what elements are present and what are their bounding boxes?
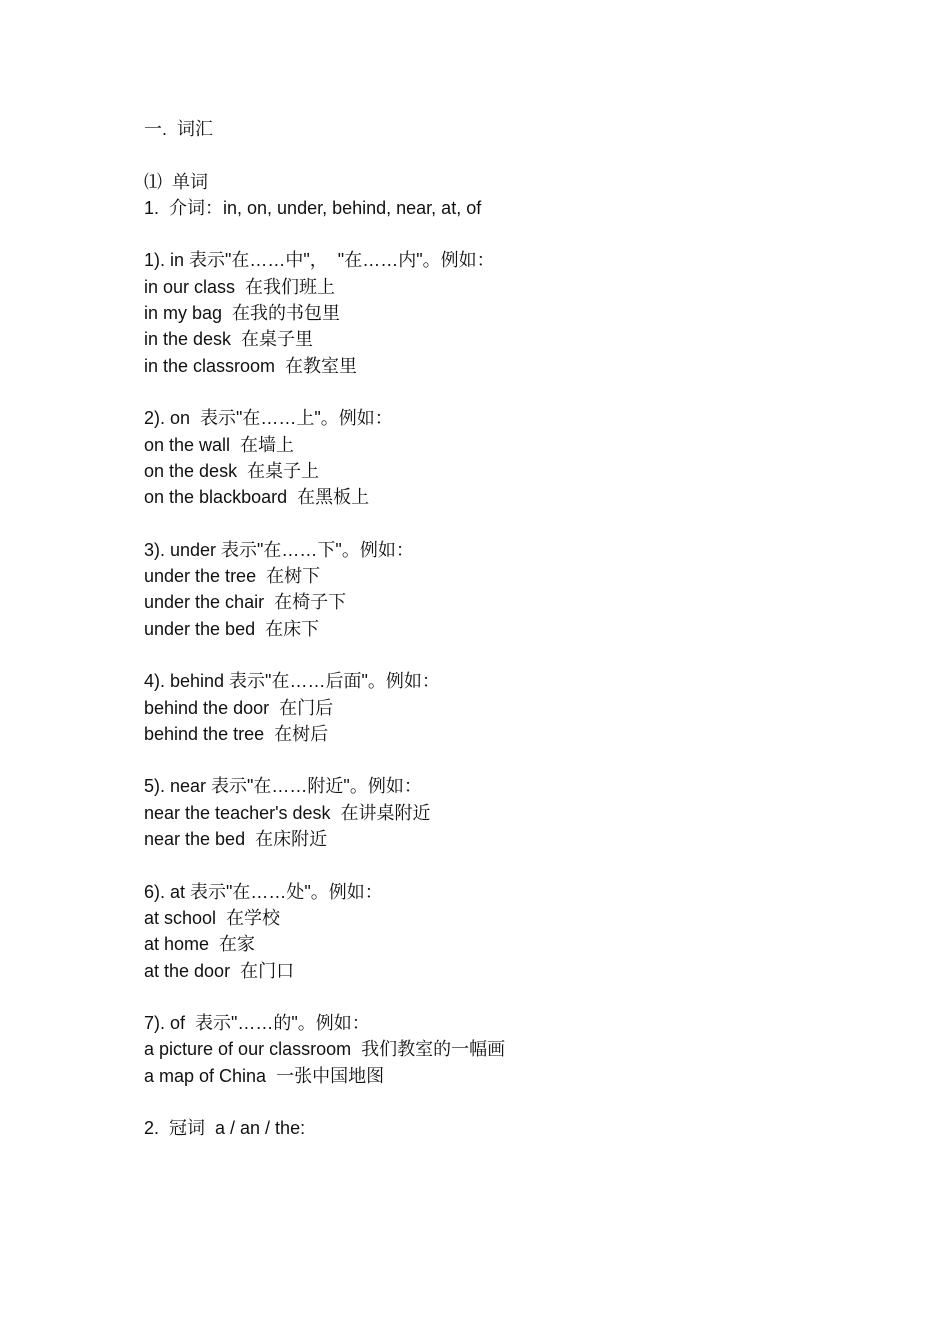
item-heading-articles: 2. 冠词 a / an / the: (144, 1118, 306, 1139)
spacer (144, 379, 864, 405)
group-heading-on: 2). on 表示"在……上"。例如： (144, 408, 393, 429)
example-line: in my bag 在我的书包里 (144, 303, 341, 324)
section-heading: 一. 词汇 (144, 119, 214, 139)
spacer (144, 1089, 864, 1115)
example-line: on the wall 在墙上 (144, 434, 295, 455)
example-line: in the desk 在桌子里 (144, 329, 314, 350)
example-line: at home 在家 (144, 934, 256, 955)
spacer (144, 852, 864, 878)
item-heading-prepositions: 1. 介词：in, on, under, behind, near, at, of (144, 197, 482, 218)
example-line: under the tree 在树下 (144, 566, 321, 587)
document-body (144, 116, 864, 1142)
example-line: in the classroom 在教室里 (144, 355, 358, 376)
example-line: in our class 在我们班上 (144, 276, 336, 297)
example-line: near the bed 在床附近 (144, 829, 328, 850)
example-line: under the bed 在床下 (144, 618, 320, 639)
example-line: at school 在学校 (144, 907, 281, 928)
group-heading-of: 7). of 表示"……的"。例如： (144, 1013, 370, 1034)
example-line: a picture of our classroom 我们教室的一幅画 (144, 1039, 506, 1060)
spacer (144, 984, 864, 1010)
group-heading-in: 1). in 表示"在……中"， "在……内"。例如： (144, 250, 495, 271)
spacer (144, 747, 864, 773)
spacer (144, 510, 864, 536)
group-heading-at: 6). at 表示"在……处"。例如： (144, 881, 383, 902)
example-line: on the desk 在桌子上 (144, 460, 320, 481)
example-line: at the door 在门口 (144, 960, 295, 981)
spacer (144, 221, 864, 247)
example-line: under the chair 在椅子下 (144, 592, 347, 613)
example-line: near the teacher's desk 在讲桌附近 (144, 802, 431, 823)
example-line: on the blackboard 在黑板上 (144, 487, 370, 508)
group-heading-near: 5). near 表示"在……附近"。例如： (144, 776, 422, 797)
spacer (144, 142, 864, 168)
group-heading-behind: 4). behind 表示"在……后面"。例如： (144, 671, 440, 692)
group-heading-under: 3). under 表示"在……下"。例如： (144, 539, 414, 560)
spacer (144, 642, 864, 668)
example-line: behind the tree 在树后 (144, 723, 329, 744)
example-line: a map of China 一张中国地图 (144, 1065, 385, 1086)
example-line: behind the door 在门后 (144, 697, 334, 718)
subsection-heading: ⑴ 单词 (144, 171, 209, 192)
